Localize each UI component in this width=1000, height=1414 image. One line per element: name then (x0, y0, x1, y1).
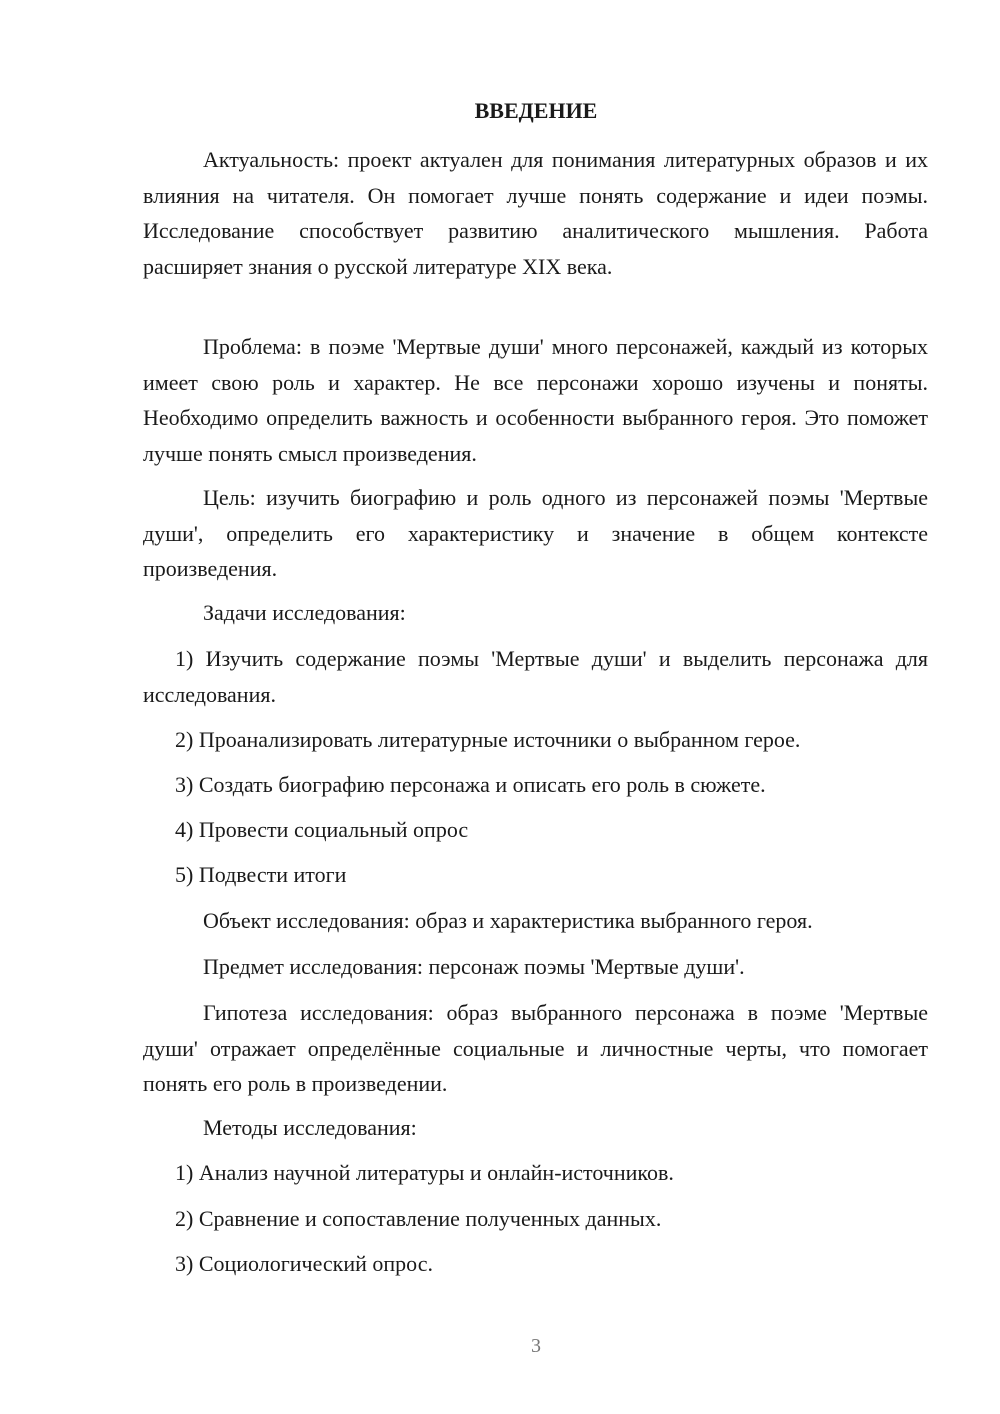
method-item-2: 2) Сравнение и сопоставление полученных данных. (175, 1206, 662, 1231)
method-item-1: 1) Анализ научной литературы и онлайн-источников. (175, 1160, 674, 1185)
page-number: 3 (531, 1335, 541, 1357)
method-item-3: 3) Социологический опрос. (175, 1251, 433, 1276)
section-heading: ВВЕДЕНИЕ (474, 98, 598, 123)
methods-label: Методы исследования: (203, 1115, 417, 1140)
paragraph-problem: Проблема: в поэме 'Мертвые души' много персонажей, каждый из которых имеет свою роль и характер. Не все персонажи хорошо изучены и поняты. Необходимо определить важность и особенности выбранного героя. Это поможет лучше понять смысл произведения. (143, 334, 928, 466)
tasks-label: Задачи исследования: (203, 600, 406, 625)
task-item-3: 3) Создать биографию персонажа и описать его роль в сюжете. (175, 772, 766, 797)
task-item-4: 4) Провести социальный опрос (175, 817, 469, 842)
paragraph-relevance: Актуальность: проект актуален для понимания литературных образов и их влияния на читателя. Он помогает лучше понять содержание и идеи поэмы. Исследование способствует развитию аналитического мышления. Работа расширяет знания о русской литературе XIX века. (143, 147, 928, 279)
paragraph-object: Объект исследования: образ и характеристика выбранного героя. (203, 908, 813, 933)
paragraph-hypothesis: Гипотеза исследования: образ выбранного персонажа в поэме 'Мертвые души' отражает определённые социальные и личностные черты, что помогает понять его роль в произведении. (143, 1000, 928, 1096)
paragraph-subject: Предмет исследования: персонаж поэмы 'Мертвые души'. (203, 954, 745, 979)
paragraph-goal: Цель: изучить биографию и роль одного из персонажей поэмы 'Мертвые души', определить его характеристику и значение в общем контексте произведения. (143, 485, 928, 581)
task-item-1: 1) Изучить содержание поэмы 'Мертвые души' и выделить персонажа для исследования. (143, 646, 928, 707)
task-item-5: 5) Подвести итоги (175, 862, 347, 887)
task-item-2: 2) Проанализировать литературные источники о выбранном герое. (175, 727, 801, 752)
